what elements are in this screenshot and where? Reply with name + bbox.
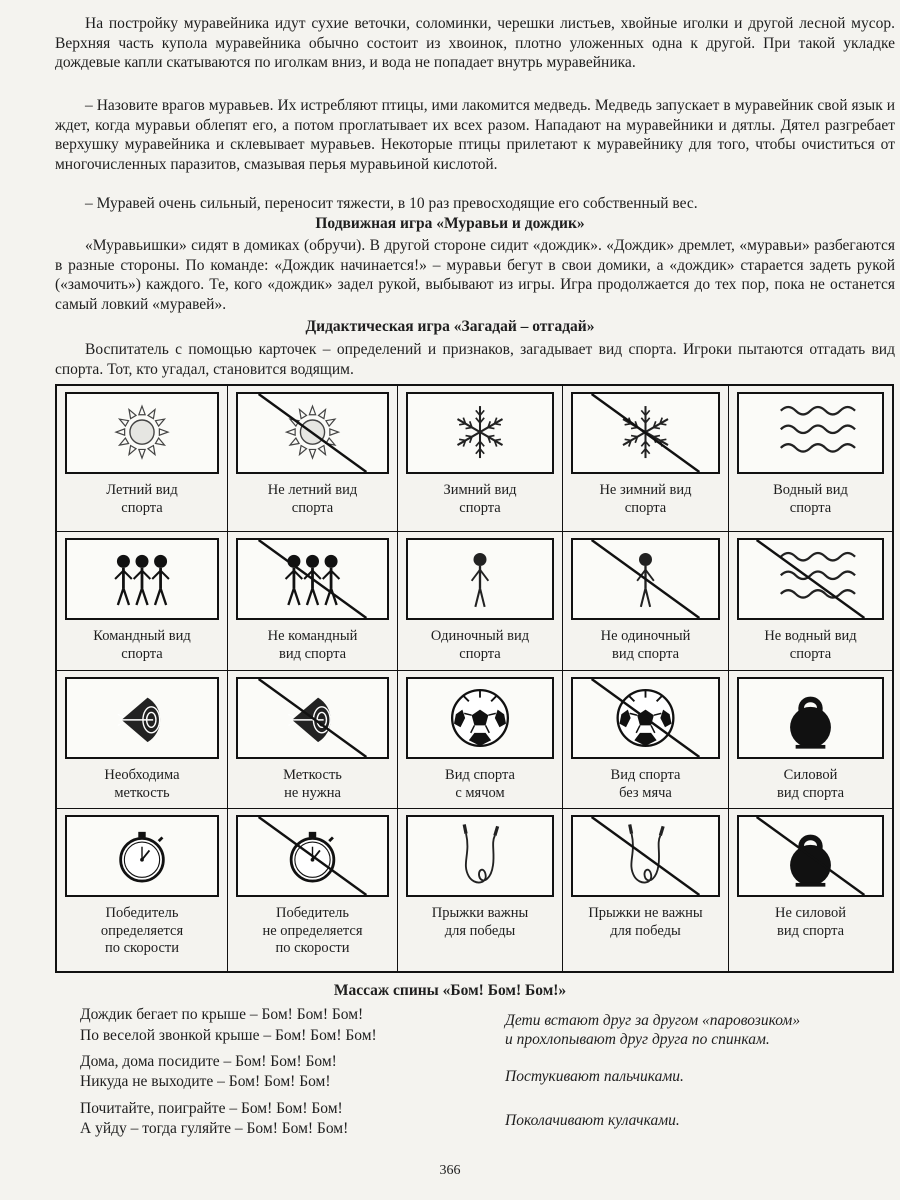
target-icon: [67, 679, 217, 757]
card-picture: [65, 392, 219, 474]
massage-heading: Массаж спины «Бом! Бом! Бом!»: [333, 982, 567, 999]
sport-card: [398, 532, 563, 671]
jump-rope-icon: [408, 817, 552, 895]
game1-text: «Муравьишки» сидят в домиках (обручи). В другой стороне сидит «дождик». «Дождик» дремлет, «муравьи» разбегаются в разные стороны. По команде: «Дождик начинается!» – муравьи бегут в свои домики, а «дождик» старается задеть рукой («замочить») каждого. Те, кого «дождик» задел рукой, выбывают из игры. Игра продолжается до тех пор, пока не останется самый ловкий «муравей».: [55, 237, 895, 313]
card-caption: Победитель определяется по скорости: [100, 905, 184, 956]
card-caption: Прыжки важны для победы: [431, 905, 529, 939]
game1-heading: Подвижная игра «Муравьи и дождик»: [315, 215, 585, 232]
card-picture: [236, 815, 389, 897]
sport-card: [228, 532, 398, 671]
card-caption: Командный вид спорта: [93, 628, 191, 662]
card-picture: [571, 815, 720, 897]
cross-out-line: [592, 540, 700, 618]
card-caption: Необходима меткость: [104, 767, 180, 801]
sport-card: [729, 386, 892, 532]
card-caption: Победитель не определяется по скорости: [262, 905, 363, 956]
card-picture: [236, 677, 389, 759]
card-picture: [571, 677, 720, 759]
ball-icon: [408, 679, 552, 757]
cross-out-line: [757, 540, 865, 618]
sport-card: [57, 532, 228, 671]
card-caption: Не командный вид спорта: [267, 628, 358, 662]
intro-paragraph-3: – Муравей очень сильный, переносит тяжести, в 10 раз превосходящие его собственный вес.: [85, 195, 698, 212]
ball-icon: [573, 679, 718, 757]
sport-cards-table: [55, 384, 894, 973]
target-icon: [238, 679, 387, 757]
sport-card: [563, 386, 729, 532]
card-caption: Не одиночный вид спорта: [600, 628, 691, 662]
sun-icon: [238, 394, 387, 472]
card-picture: [65, 815, 219, 897]
waves-icon: [739, 540, 882, 618]
cross-out-line: [259, 817, 367, 895]
card-caption: Зимний вид спорта: [443, 482, 517, 516]
poem-line: Дома, дома посидите – Бом! Бом! Бом!: [80, 1053, 337, 1070]
card-picture: [65, 677, 219, 759]
sun-icon: [67, 394, 217, 472]
sport-card: [57, 386, 228, 532]
person-icon: [408, 540, 552, 618]
sport-card: [228, 386, 398, 532]
card-caption: Не зимний вид спорта: [599, 482, 692, 516]
waves-icon: [739, 394, 882, 472]
card-caption: Не силовой вид спорта: [775, 905, 846, 939]
sport-card: [563, 532, 729, 671]
card-caption: Летний вид спорта: [106, 482, 178, 516]
game2-text: Воспитатель с помощью карточек – определений и признаков, загадывает вид спорта. Игроки пытаются отгадать вид спорта. Тот, кто угадал, становится водящим.: [55, 341, 895, 378]
sport-card: [729, 532, 892, 671]
card-picture: [236, 538, 389, 620]
card-caption: Вид спорта без мяча: [610, 767, 681, 801]
poem-line: А уйду – тогда гуляйте – Бом! Бом! Бом!: [80, 1120, 349, 1137]
jump-rope-icon: [573, 817, 718, 895]
kettlebell-icon: [739, 817, 882, 895]
intro-paragraph-2: – Назовите врагов муравьев. Их истребляют птицы, ими лакомится медведь. Медведь запускает в муравейник свой язык и ждет, когда муравьи облепят его, а потом проглатывает их всех разом. Нападают на муравейники и дятлы. Дятел разгребает верхушку муравейника и склевывает муравьев. Некоторые птицы прилетают к муравейнику для того, чтобы очиститься от многочисленных паразитов, смазывая перья муравьиной кислотой.: [55, 97, 895, 173]
card-picture: [737, 815, 884, 897]
card-caption: Прыжки не важны для победы: [588, 905, 703, 939]
poem-line: Никуда не выходите – Бом! Бом! Бом!: [80, 1073, 331, 1090]
card-picture: [236, 392, 389, 474]
sport-card: [563, 671, 729, 809]
card-picture: [737, 392, 884, 474]
card-picture: [737, 538, 884, 620]
sport-card: [57, 671, 228, 809]
massage-note: Дети встают друг за другом «паровозиком»: [505, 1012, 801, 1029]
massage-note: Постукивают пальчиками.: [505, 1068, 684, 1085]
sport-card: [57, 809, 228, 971]
sport-card: [228, 671, 398, 809]
page-number: 366: [439, 1163, 461, 1178]
intro-paragraph-1: На постройку муравейника идут сухие веточки, соломинки, черешки листьев, хвойные иголки и другой лесной мусор. Верхняя часть купола муравейника обычно состоит из хвоинок, плотно уложенных одна к другой. При такой укладке дождевые капли скатываются по иголкам вниз, и вода не попадает внутрь муравейника.: [55, 15, 895, 72]
card-picture: [571, 538, 720, 620]
team-icon: [238, 540, 387, 618]
card-picture: [737, 677, 884, 759]
sport-card: [729, 809, 892, 971]
card-caption: Водный вид спорта: [773, 482, 848, 516]
sport-card: [563, 809, 729, 971]
cross-out-line: [259, 540, 367, 618]
sport-card: [398, 386, 563, 532]
sport-card: [228, 809, 398, 971]
team-icon: [67, 540, 217, 618]
stopwatch-icon: [67, 817, 217, 895]
card-caption: Не летний вид спорта: [267, 482, 358, 516]
game2-heading: Дидактическая игра «Загадай – отгадай»: [305, 318, 595, 335]
poem-line: Почитайте, поиграйте – Бом! Бом! Бом!: [80, 1100, 343, 1117]
card-caption: Не водный вид спорта: [764, 628, 857, 662]
massage-note: Поколачивают кулачками.: [505, 1112, 680, 1129]
card-caption: Меткость не нужна: [283, 767, 342, 801]
kettlebell-icon: [739, 679, 882, 757]
card-picture: [406, 538, 554, 620]
sport-card: [398, 809, 563, 971]
snowflake-icon: [573, 394, 718, 472]
stopwatch-icon: [238, 817, 387, 895]
card-picture: [65, 538, 219, 620]
massage-note: и прохлопывают друг друга по спинкам.: [505, 1031, 770, 1048]
card-picture: [571, 392, 720, 474]
cross-out-line: [592, 394, 700, 472]
poem-line: По веселой звонкой крыше – Бом! Бом! Бом!: [80, 1027, 377, 1044]
snowflake-icon: [408, 394, 552, 472]
card-picture: [406, 677, 554, 759]
person-icon: [573, 540, 718, 618]
card-caption: Вид спорта с мячом: [445, 767, 515, 801]
card-picture: [406, 815, 554, 897]
card-caption: Силовой вид спорта: [776, 767, 845, 801]
sport-card: [398, 671, 563, 809]
cross-out-line: [259, 679, 367, 757]
card-picture: [406, 392, 554, 474]
card-caption: Одиночный вид спорта: [430, 628, 530, 662]
sport-card: [729, 671, 892, 809]
poem-line: Дождик бегает по крыше – Бом! Бом! Бом!: [80, 1006, 364, 1023]
